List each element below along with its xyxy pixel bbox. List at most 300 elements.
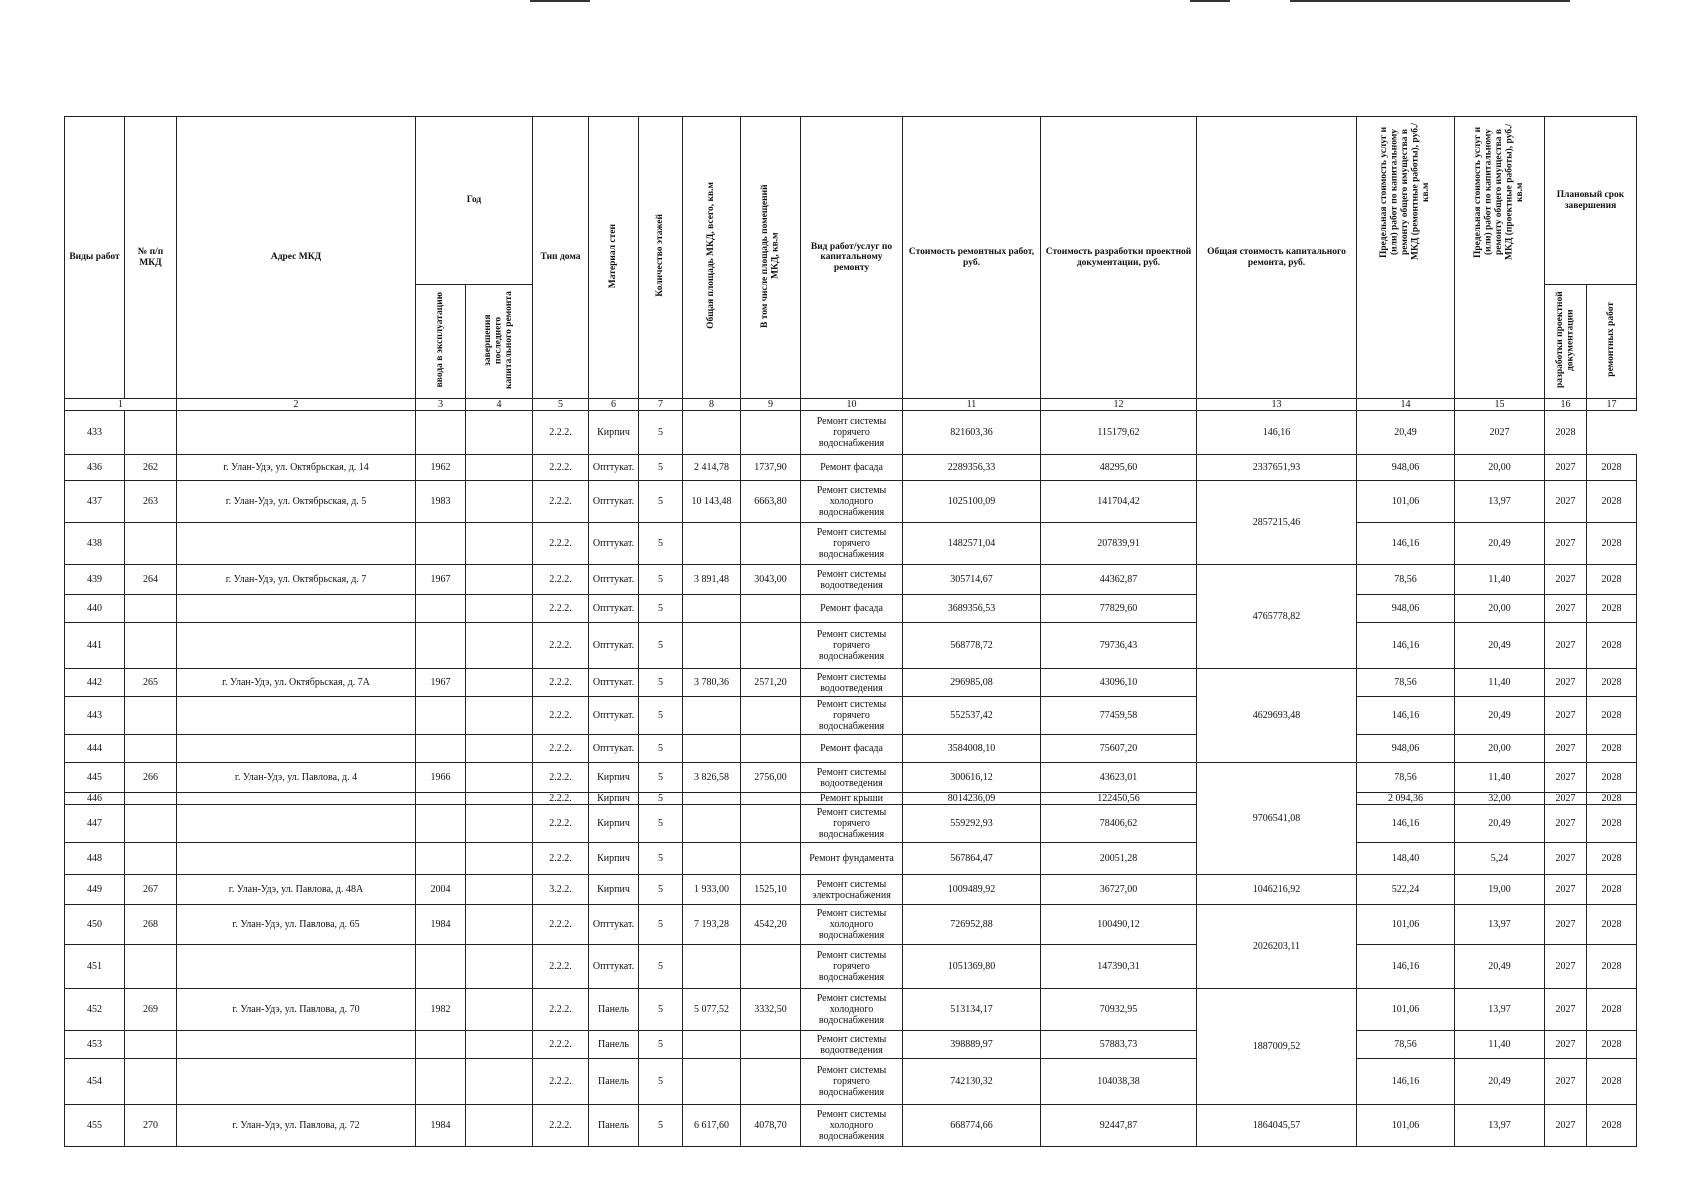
limit-cost-repair: 948,06 <box>1357 735 1455 763</box>
mkd-number <box>125 945 177 989</box>
limit-cost-repair: 146,16 <box>1357 805 1455 843</box>
address <box>177 411 416 455</box>
total-area: 3 891,48 <box>683 565 741 595</box>
year-last-repair <box>466 697 533 735</box>
limit-cost-repair: 78,56 <box>1357 763 1455 793</box>
limit-cost-repair: 146,16 <box>1357 523 1455 565</box>
floors: 5 <box>639 805 683 843</box>
year-last-repair <box>466 523 533 565</box>
term-repair: 2028 <box>1587 805 1637 843</box>
limit-cost-repair: 146,16 <box>1357 945 1455 989</box>
wall-material: Панель <box>589 1031 639 1059</box>
limit-cost-repair: 78,56 <box>1357 669 1455 697</box>
total-cost: 1864045,57 <box>1197 1105 1357 1147</box>
address: г. Улан-Удэ, ул. Октябрьская, д. 14 <box>177 455 416 481</box>
premises-area: 4078,70 <box>741 1105 801 1147</box>
work-kind: Ремонт системы горячего водоснабжения <box>801 697 903 735</box>
repair-cost: 3689356,53 <box>903 595 1041 623</box>
repair-cost: 726952,88 <box>903 905 1041 945</box>
repair-cost: 668774,66 <box>903 1105 1041 1147</box>
wall-material: Опттукат. <box>589 905 639 945</box>
total-cost: 4765778,82 <box>1197 565 1357 669</box>
total-area <box>683 793 741 805</box>
total-area: 3 780,36 <box>683 669 741 697</box>
limit-cost-repair: 101,06 <box>1357 481 1455 523</box>
year-last-repair <box>466 481 533 523</box>
header-year-last-repair: завершения последнего капитального ремонта <box>466 285 533 399</box>
repair-cost: 300616,12 <box>903 763 1041 793</box>
scan-edge-mark <box>1190 0 1230 2</box>
premises-area <box>741 697 801 735</box>
term-design: 2027 <box>1545 523 1587 565</box>
row-number: 446 <box>65 793 125 805</box>
address <box>177 1059 416 1105</box>
total-area <box>683 523 741 565</box>
address <box>177 805 416 843</box>
term-repair: 2028 <box>1587 523 1637 565</box>
limit-cost-design: 19,00 <box>1455 875 1545 905</box>
repair-cost: 398889,97 <box>903 1031 1041 1059</box>
wall-material: Кирпич <box>589 875 639 905</box>
mkd-number <box>125 735 177 763</box>
term-design: 2027 <box>1545 1031 1587 1059</box>
wall-material: Кирпич <box>589 411 639 455</box>
premises-area <box>741 595 801 623</box>
total-cost: 1887009,52 <box>1197 989 1357 1105</box>
repair-cost: 513134,17 <box>903 989 1041 1031</box>
design-cost: 70932,95 <box>1041 989 1197 1031</box>
year-commission <box>416 805 466 843</box>
column-number: 9 <box>741 399 801 411</box>
house-type: 2.2.2. <box>533 843 589 875</box>
limit-cost-design: 20,00 <box>1455 455 1545 481</box>
limit-cost-repair: 101,06 <box>1357 1105 1455 1147</box>
total-area: 1 933,00 <box>683 875 741 905</box>
floors: 5 <box>639 481 683 523</box>
limit-cost-repair: 101,06 <box>1357 989 1455 1031</box>
header-row <box>65 117 1637 285</box>
year-commission: 1983 <box>416 481 466 523</box>
year-last-repair <box>466 843 533 875</box>
limit-cost-repair: 522,24 <box>1357 875 1455 905</box>
term-design: 2027 <box>1545 595 1587 623</box>
term-repair: 2028 <box>1587 843 1637 875</box>
floors: 5 <box>639 565 683 595</box>
total-area <box>683 1059 741 1105</box>
column-number: 14 <box>1357 399 1455 411</box>
design-cost: 77459,58 <box>1041 697 1197 735</box>
floors: 5 <box>639 945 683 989</box>
table-row <box>65 905 1637 945</box>
header-total-area: Общая площадь МКД, всего, кв.м <box>683 117 741 399</box>
total-cost: 2337651,93 <box>1197 455 1357 481</box>
limit-cost-repair: 948,06 <box>1357 455 1455 481</box>
row-number: 445 <box>65 763 125 793</box>
header-floors: Количество этажей <box>639 117 683 399</box>
repair-cost: 305714,67 <box>903 565 1041 595</box>
house-type: 2.2.2. <box>533 623 589 669</box>
premises-area <box>741 1031 801 1059</box>
row-number: 442 <box>65 669 125 697</box>
term-repair: 2028 <box>1587 763 1637 793</box>
design-cost: 43623,01 <box>1041 763 1197 793</box>
work-kind: Ремонт системы водоотведения <box>801 565 903 595</box>
house-type: 2.2.2. <box>533 523 589 565</box>
total-area: 3 826,58 <box>683 763 741 793</box>
total-area: 2 414,78 <box>683 455 741 481</box>
row-number: 448 <box>65 843 125 875</box>
header-design-cost: Стоимость разработки проектной документации, руб. <box>1041 117 1197 399</box>
repair-cost: 3584008,10 <box>903 735 1041 763</box>
floors: 5 <box>639 793 683 805</box>
repair-cost: 296985,08 <box>903 669 1041 697</box>
mkd-number: 263 <box>125 481 177 523</box>
limit-cost-design: 11,40 <box>1455 763 1545 793</box>
table-row <box>65 793 1637 805</box>
address <box>177 697 416 735</box>
term-repair: 2028 <box>1587 735 1637 763</box>
wall-material: Панель <box>589 1105 639 1147</box>
term-design: 2027 <box>1545 697 1587 735</box>
address: г. Улан-Удэ, ул. Павлова, д. 48А <box>177 875 416 905</box>
row-number: 437 <box>65 481 125 523</box>
premises-area: 2571,20 <box>741 669 801 697</box>
table-row <box>65 595 1637 623</box>
house-type: 2.2.2. <box>533 805 589 843</box>
wall-material: Опттукат. <box>589 481 639 523</box>
term-repair: 2028 <box>1587 1059 1637 1105</box>
header-limit-cost-repair: Предельная стоимость услуг и (или) работ по капитальному ремонту общего имущества в МКД (ремонтные работы), руб./кв.м <box>1357 117 1455 399</box>
wall-material: Опттукат. <box>589 595 639 623</box>
table-row <box>65 805 1637 843</box>
mkd-number: 267 <box>125 875 177 905</box>
row-number: 447 <box>65 805 125 843</box>
house-type: 2.2.2. <box>533 905 589 945</box>
column-number: 13 <box>1197 399 1357 411</box>
limit-cost-design: 11,40 <box>1455 1031 1545 1059</box>
floors: 5 <box>639 843 683 875</box>
premises-area <box>741 523 801 565</box>
row-number: 453 <box>65 1031 125 1059</box>
limit-cost-design: 13,97 <box>1455 1105 1545 1147</box>
floors: 5 <box>639 1105 683 1147</box>
premises-area: 6663,80 <box>741 481 801 523</box>
total-cost: 2857215,46 <box>1197 481 1357 565</box>
year-commission <box>416 735 466 763</box>
term-repair: 2028 <box>1587 697 1637 735</box>
year-last-repair <box>466 763 533 793</box>
mkd-number <box>125 1059 177 1105</box>
term-design: 2027 <box>1545 1105 1587 1147</box>
year-commission <box>416 945 466 989</box>
floors: 5 <box>639 411 683 455</box>
address: г. Улан-Удэ, ул. Октябрьская, д. 5 <box>177 481 416 523</box>
column-number: 17 <box>1587 399 1637 411</box>
term-design: 2027 <box>1545 735 1587 763</box>
repair-cost: 552537,42 <box>903 697 1041 735</box>
address: г. Улан-Удэ, ул. Павлова, д. 72 <box>177 1105 416 1147</box>
table-row <box>65 697 1637 735</box>
premises-area <box>741 1059 801 1105</box>
floors: 5 <box>639 669 683 697</box>
column-number: 16 <box>1545 399 1587 411</box>
year-commission <box>416 595 466 623</box>
year-commission: 1984 <box>416 905 466 945</box>
header-work-types: Виды работ <box>65 117 125 399</box>
year-commission: 2004 <box>416 875 466 905</box>
work-kind: Ремонт системы электроснабжения <box>801 875 903 905</box>
house-type: 2.2.2. <box>533 411 589 455</box>
work-kind: Ремонт системы горячего водоснабжения <box>801 523 903 565</box>
mkd-number: 269 <box>125 989 177 1031</box>
address <box>177 945 416 989</box>
premises-area <box>741 623 801 669</box>
table-row <box>65 411 1637 455</box>
wall-material: Опттукат. <box>589 455 639 481</box>
table-row <box>65 989 1637 1031</box>
floors: 5 <box>639 735 683 763</box>
year-last-repair <box>466 455 533 481</box>
mkd-number <box>125 1031 177 1059</box>
work-kind: Ремонт системы горячего водоснабжения <box>801 805 903 843</box>
design-cost: 147390,31 <box>1041 945 1197 989</box>
premises-area <box>741 735 801 763</box>
column-number: 7 <box>639 399 683 411</box>
premises-area: 3043,00 <box>741 565 801 595</box>
mkd-number: 262 <box>125 455 177 481</box>
design-cost: 79736,43 <box>1041 623 1197 669</box>
limit-cost-design: 20,49 <box>1455 1059 1545 1105</box>
row-number: 455 <box>65 1105 125 1147</box>
design-cost: 207839,91 <box>1041 523 1197 565</box>
term-repair: 2028 <box>1587 455 1637 481</box>
floors: 5 <box>639 763 683 793</box>
term-repair: 2028 <box>1545 411 1587 455</box>
table-row <box>65 735 1637 763</box>
row-number: 438 <box>65 523 125 565</box>
design-cost: 77829,60 <box>1041 595 1197 623</box>
header-year: Год <box>416 117 533 285</box>
repair-cost: 1051369,80 <box>903 945 1041 989</box>
house-type: 2.2.2. <box>533 763 589 793</box>
column-number: 3 <box>416 399 466 411</box>
limit-cost-design: 13,97 <box>1455 905 1545 945</box>
header-term-design: разработки проектной документации <box>1545 285 1587 399</box>
total-area <box>683 805 741 843</box>
work-kind: Ремонт фасада <box>801 595 903 623</box>
mkd-number <box>125 623 177 669</box>
wall-material: Опттукат. <box>589 669 639 697</box>
design-cost: 36727,00 <box>1041 875 1197 905</box>
year-commission <box>416 793 466 805</box>
premises-area <box>741 793 801 805</box>
table-row <box>65 565 1637 595</box>
limit-cost-repair: 2 094,36 <box>1357 793 1455 805</box>
row-number: 443 <box>65 697 125 735</box>
table-row <box>65 843 1637 875</box>
design-cost: 141704,42 <box>1041 481 1197 523</box>
year-commission: 1982 <box>416 989 466 1031</box>
year-last-repair <box>466 945 533 989</box>
floors: 5 <box>639 697 683 735</box>
header-premises-area: В том числе площадь помещений МКД, кв.м <box>741 117 801 399</box>
term-design: 2027 <box>1545 989 1587 1031</box>
term-repair: 2028 <box>1587 623 1637 669</box>
premises-area: 1737,90 <box>741 455 801 481</box>
address <box>177 595 416 623</box>
limit-cost-design: 20,49 <box>1357 411 1455 455</box>
wall-material: Опттукат. <box>589 623 639 669</box>
work-kind: Ремонт системы водоотведения <box>801 669 903 697</box>
term-design: 2027 <box>1545 565 1587 595</box>
house-type: 2.2.2. <box>533 455 589 481</box>
wall-material: Кирпич <box>589 805 639 843</box>
premises-area: 4542,20 <box>741 905 801 945</box>
header-repair-cost: Стоимость ремонтных работ, руб. <box>903 117 1041 399</box>
house-type: 2.2.2. <box>533 1031 589 1059</box>
year-last-repair <box>466 669 533 697</box>
work-kind: Ремонт фундамента <box>801 843 903 875</box>
floors: 5 <box>639 455 683 481</box>
row-number: 436 <box>65 455 125 481</box>
row-number: 454 <box>65 1059 125 1105</box>
work-kind: Ремонт крыши <box>801 793 903 805</box>
house-type: 2.2.2. <box>533 481 589 523</box>
total-cost: 9706541,08 <box>1197 763 1357 875</box>
table-row <box>65 623 1637 669</box>
scan-edge-mark <box>1290 0 1570 2</box>
work-kind: Ремонт системы горячего водоснабжения <box>801 945 903 989</box>
year-last-repair <box>466 1059 533 1105</box>
house-type: 2.2.2. <box>533 1059 589 1105</box>
house-type: 2.2.2. <box>533 669 589 697</box>
limit-cost-repair: 148,40 <box>1357 843 1455 875</box>
work-kind: Ремонт системы холодного водоснабжения <box>801 1105 903 1147</box>
address <box>177 623 416 669</box>
column-number: 8 <box>683 399 741 411</box>
term-repair: 2028 <box>1587 481 1637 523</box>
limit-cost-design: 11,40 <box>1455 565 1545 595</box>
limit-cost-design: 20,49 <box>1455 697 1545 735</box>
work-kind: Ремонт системы горячего водоснабжения <box>801 623 903 669</box>
wall-material: Опттукат. <box>589 565 639 595</box>
year-commission <box>416 523 466 565</box>
mkd-number <box>125 411 177 455</box>
year-last-repair <box>466 875 533 905</box>
address: г. Улан-Удэ, ул. Октябрьская, д. 7 <box>177 565 416 595</box>
repair-cost: 742130,32 <box>903 1059 1041 1105</box>
header-year-commission: ввода в эксплуатацию <box>416 285 466 399</box>
year-commission <box>416 1031 466 1059</box>
row-number: 451 <box>65 945 125 989</box>
limit-cost-design: 11,40 <box>1455 669 1545 697</box>
limit-cost-design: 20,49 <box>1455 523 1545 565</box>
floors: 5 <box>639 623 683 669</box>
mkd-number <box>125 595 177 623</box>
term-design: 2027 <box>1545 805 1587 843</box>
address <box>177 793 416 805</box>
row-number: 433 <box>65 411 125 455</box>
wall-material: Опттукат. <box>589 945 639 989</box>
row-number: 452 <box>65 989 125 1031</box>
limit-cost-design: 20,49 <box>1455 805 1545 843</box>
mkd-number: 270 <box>125 1105 177 1147</box>
limit-cost-design: 13,97 <box>1455 481 1545 523</box>
design-cost: 44362,87 <box>1041 565 1197 595</box>
house-type: 2.2.2. <box>533 793 589 805</box>
work-kind: Ремонт системы холодного водоснабжения <box>801 905 903 945</box>
year-last-repair <box>466 905 533 945</box>
header-plan-term: Плановый срок завершения <box>1545 117 1637 285</box>
year-commission <box>416 623 466 669</box>
mkd-number: 266 <box>125 763 177 793</box>
row-number: 450 <box>65 905 125 945</box>
address: г. Улан-Удэ, ул. Павлова, д. 70 <box>177 989 416 1031</box>
term-repair: 2028 <box>1587 595 1637 623</box>
floors: 5 <box>639 989 683 1031</box>
total-area <box>683 1031 741 1059</box>
table-row <box>65 1031 1637 1059</box>
premises-area <box>741 843 801 875</box>
repair-cost: 568778,72 <box>903 623 1041 669</box>
design-cost: 92447,87 <box>1041 1105 1197 1147</box>
design-cost: 104038,38 <box>1041 1059 1197 1105</box>
design-cost: 48295,60 <box>1041 455 1197 481</box>
floors: 5 <box>639 875 683 905</box>
year-commission <box>416 843 466 875</box>
term-design: 2027 <box>1545 945 1587 989</box>
total-area <box>683 623 741 669</box>
term-design: 2027 <box>1545 905 1587 945</box>
year-commission: 1967 <box>416 565 466 595</box>
limit-cost-design: 20,00 <box>1455 595 1545 623</box>
total-cost: 2026203,11 <box>1197 905 1357 989</box>
limit-cost-repair: 146,16 <box>1357 1059 1455 1105</box>
column-number: 2 <box>177 399 416 411</box>
repair-cost: 8014236,09 <box>903 793 1041 805</box>
table-row <box>65 1105 1637 1147</box>
row-number: 439 <box>65 565 125 595</box>
floors: 5 <box>639 523 683 565</box>
limit-cost-repair: 78,56 <box>1357 1031 1455 1059</box>
mkd-number <box>125 805 177 843</box>
premises-area <box>741 945 801 989</box>
design-cost: 115179,62 <box>1041 411 1197 455</box>
repair-cost: 559292,93 <box>903 805 1041 843</box>
header-address: Адрес МКД <box>177 117 416 399</box>
term-design: 2027 <box>1545 843 1587 875</box>
term-design: 2027 <box>1545 763 1587 793</box>
premises-area <box>741 411 801 455</box>
total-cost: 1046216,92 <box>1197 875 1357 905</box>
column-number: 10 <box>801 399 903 411</box>
year-last-repair <box>466 735 533 763</box>
house-type: 2.2.2. <box>533 989 589 1031</box>
mkd-number: 268 <box>125 905 177 945</box>
limit-cost-design: 13,97 <box>1455 989 1545 1031</box>
work-kind: Ремонт фасада <box>801 735 903 763</box>
design-cost: 20051,28 <box>1041 843 1197 875</box>
row-number: 440 <box>65 595 125 623</box>
scan-edge-mark <box>530 0 590 2</box>
wall-material: Опттукат. <box>589 523 639 565</box>
house-type: 2.2.2. <box>533 735 589 763</box>
year-commission: 1962 <box>416 455 466 481</box>
work-kind: Ремонт системы холодного водоснабжения <box>801 481 903 523</box>
table-row <box>65 669 1637 697</box>
total-area <box>683 843 741 875</box>
floors: 5 <box>639 1031 683 1059</box>
